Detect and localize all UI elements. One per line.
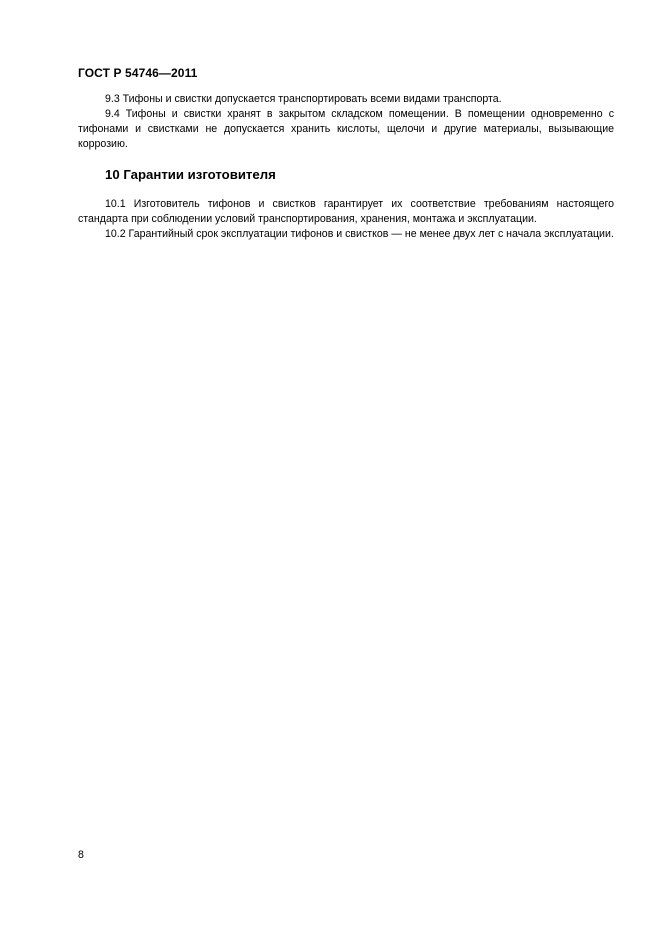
paragraph-10-1: 10.1 Изготовитель тифонов и свистков гарантирует их соответствие требованиям настоящего стандарта при соблюдении условий транспортирования, хранения, монтажа и эксплуатации. [78,198,614,225]
paragraph-9-4: 9.4 Тифоны и свистки хранят в закрытом складском помещении. В помещении одновременно с тифонами и свистками не допускается хранить кислоты, щелочи и другие материалы, вызывающие коррозию. [78,108,614,150]
paragraph-10-2: 10.2 Гарантийный срок эксплуатации тифонов и свистков — не менее двух лет с начала эксплуатации. [105,228,614,240]
paragraph-9-3: 9.3 Тифоны и свистки допускается транспортировать всеми видами транспорта. [105,93,502,105]
page-number: 8 [78,849,84,861]
page-content [78,92,614,242]
document-code-header: ГОСТ Р 54746—2011 [78,66,198,80]
section-10-title: 10 Гарантии изготовителя [105,167,276,182]
